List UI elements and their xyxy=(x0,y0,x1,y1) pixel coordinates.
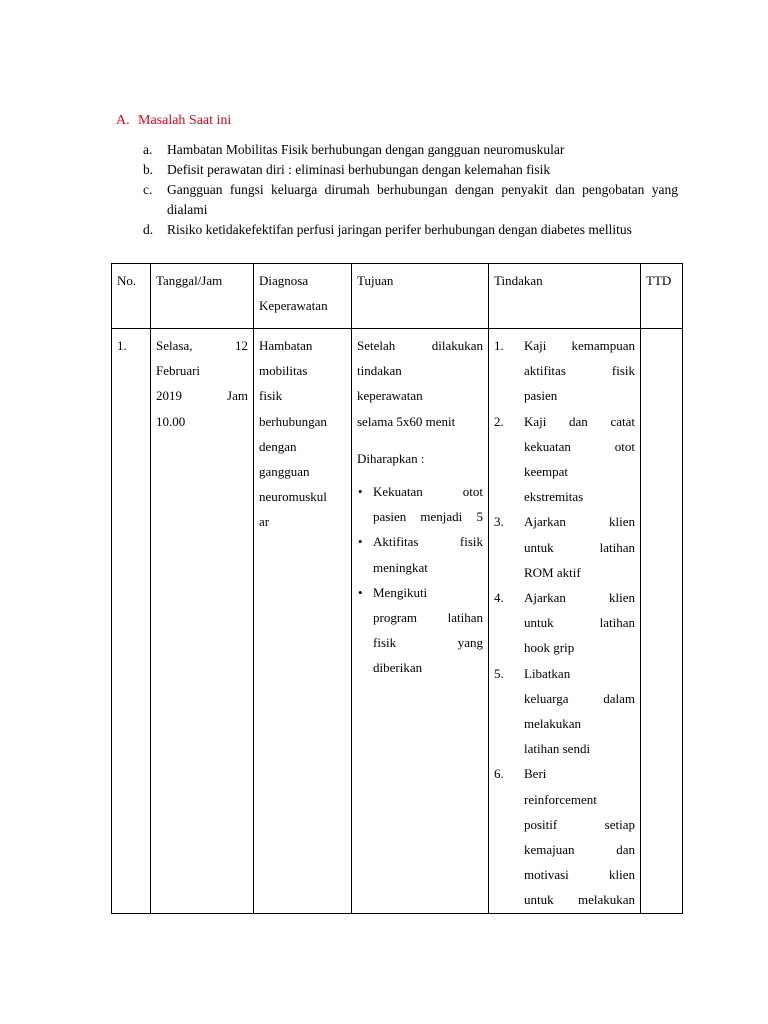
bullet-line: fisik yang xyxy=(373,635,483,651)
tujuan-line: keperawatan xyxy=(357,388,423,404)
header-diagnosa-line: Keperawatan xyxy=(259,298,328,313)
tanggal-line: Selasa, 12 xyxy=(156,338,248,353)
tindakan-line: reinforcement xyxy=(524,791,597,807)
list-item xyxy=(494,509,635,585)
tindakan-number: 2. xyxy=(494,413,504,429)
header-diagnosa xyxy=(254,264,352,329)
tindakan-line: hook grip xyxy=(524,640,575,656)
tindakan-number: 1. xyxy=(494,338,504,353)
diagnosa-line: neuromuskul xyxy=(259,489,327,505)
tanggal-line: 10.00 xyxy=(156,413,186,429)
tindakan-line: untuk latihan xyxy=(524,539,635,555)
table-header-row xyxy=(112,264,683,329)
list-item xyxy=(357,580,483,681)
tindakan-number: 3. xyxy=(494,514,504,530)
cell-diagnosa xyxy=(254,329,352,914)
bullet-line: meningkat xyxy=(373,559,428,575)
diagnosa-line: berhubungan xyxy=(259,413,327,429)
list-item xyxy=(494,761,635,912)
cell-tujuan xyxy=(352,329,489,914)
tindakan-number: 5. xyxy=(494,665,504,681)
list-item xyxy=(357,479,483,529)
header-tanggal-jam: Tanggal/Jam xyxy=(151,264,254,329)
tindakan-line: Kaji dan catat xyxy=(524,413,635,429)
bullet-line: • Mengikuti xyxy=(373,584,428,600)
tindakan-line: aktifitas fisik xyxy=(524,363,635,379)
table-row xyxy=(112,329,683,914)
problem-item xyxy=(143,140,678,160)
bullet-line: • Aktifitas fisik xyxy=(373,534,483,550)
header-tujuan: Tujuan xyxy=(352,264,489,329)
list-item xyxy=(494,585,635,661)
section-heading xyxy=(116,112,231,130)
list-item xyxy=(357,529,483,579)
list-item xyxy=(494,661,635,762)
problem-letter: c. xyxy=(143,182,153,197)
bullet-line: pasien menjadi 5 xyxy=(373,509,483,525)
tindakan-line: Ajarkan klien xyxy=(524,590,635,606)
diagnosa-line: mobilitas xyxy=(259,363,308,379)
tindakan-line: ROM aktif xyxy=(524,564,581,580)
bullet-line: • Kekuatan otot xyxy=(373,484,483,500)
tindakan-line: ekstremitas xyxy=(524,489,584,505)
tindakan-line: untuk melakukan xyxy=(524,892,635,908)
diagnosa-line: ar xyxy=(259,514,270,530)
tujuan-line: tindakan xyxy=(357,363,402,379)
tujuan-line: Setelah dilakukan xyxy=(357,338,483,353)
tindakan-line: motivasi klien xyxy=(524,867,635,883)
tanggal-line: Februari xyxy=(156,363,201,379)
problem-text: Defisit perawatan diri : eliminasi berhubungan dengan kelemahan fisik xyxy=(167,162,551,177)
tujuan-bullet-list xyxy=(357,479,483,681)
tindakan-line: Beri xyxy=(524,766,547,782)
tujuan-line: selama 5x60 menit xyxy=(357,413,456,429)
problem-letter: b. xyxy=(143,162,154,177)
header-ttd: TTD xyxy=(641,264,683,329)
header-diagnosa-line: Diagnosa xyxy=(259,273,309,288)
tindakan-line: kemajuan dan xyxy=(524,842,635,858)
tindakan-number: 6. xyxy=(494,766,504,782)
tindakan-line: kekuatan otot xyxy=(524,438,635,454)
problem-text: Hambatan Mobilitas Fisik berhubungan dengan gangguan neuromuskular xyxy=(167,142,565,157)
section-number: A. xyxy=(116,113,130,128)
problem-text: Gangguan fungsi keluarga dirumah berhubungan dengan penyakit dan pengobatan yang dialami xyxy=(167,182,678,217)
diagnosa-line: fisik xyxy=(259,388,283,404)
problem-item xyxy=(143,160,678,180)
cell-no: 1. xyxy=(112,329,151,914)
cell-ttd xyxy=(641,329,683,914)
tindakan-list xyxy=(494,333,635,913)
nursing-care-plan-table xyxy=(111,263,683,914)
tindakan-line: Libatkan xyxy=(524,665,571,681)
diagnosa-line: dengan xyxy=(259,438,297,454)
problem-item xyxy=(143,180,678,220)
tindakan-line: Ajarkan klien xyxy=(524,514,635,530)
bullet-line: diberikan xyxy=(373,660,423,676)
tindakan-line: untuk latihan xyxy=(524,615,635,631)
diagnosa-line: Hambatan xyxy=(259,338,313,353)
problem-list xyxy=(143,140,678,240)
diagnosa-line: gangguan xyxy=(259,464,310,480)
list-item xyxy=(494,409,635,510)
tindakan-line: latihan sendi xyxy=(524,741,591,757)
problem-letter: a. xyxy=(143,142,153,157)
tindakan-line: keempat xyxy=(524,464,569,480)
problem-item xyxy=(143,220,678,240)
diharapkan-label: Diharapkan : xyxy=(357,450,425,466)
header-no: No. xyxy=(112,264,151,329)
tindakan-line: pasien xyxy=(524,388,558,404)
problem-letter: d. xyxy=(143,222,154,237)
header-tindakan: Tindakan xyxy=(489,264,641,329)
problem-text: Risiko ketidakefektifan perfusi jaringan perifer berhubungan dengan diabetes mellitus xyxy=(167,222,632,237)
tanggal-line: 2019 Jam xyxy=(156,388,248,404)
tindakan-line: Kaji kemampuan xyxy=(524,338,635,353)
cell-tindakan xyxy=(489,329,641,914)
tindakan-number: 4. xyxy=(494,590,504,606)
bullet-line: program latihan xyxy=(373,610,483,626)
list-item xyxy=(494,333,635,409)
cell-tanggal-jam xyxy=(151,329,254,914)
tindakan-line: keluarga dalam xyxy=(524,690,635,706)
tindakan-line: positif setiap xyxy=(524,816,635,832)
tindakan-line: melakukan xyxy=(524,716,582,732)
section-title: Masalah Saat ini xyxy=(138,113,232,128)
